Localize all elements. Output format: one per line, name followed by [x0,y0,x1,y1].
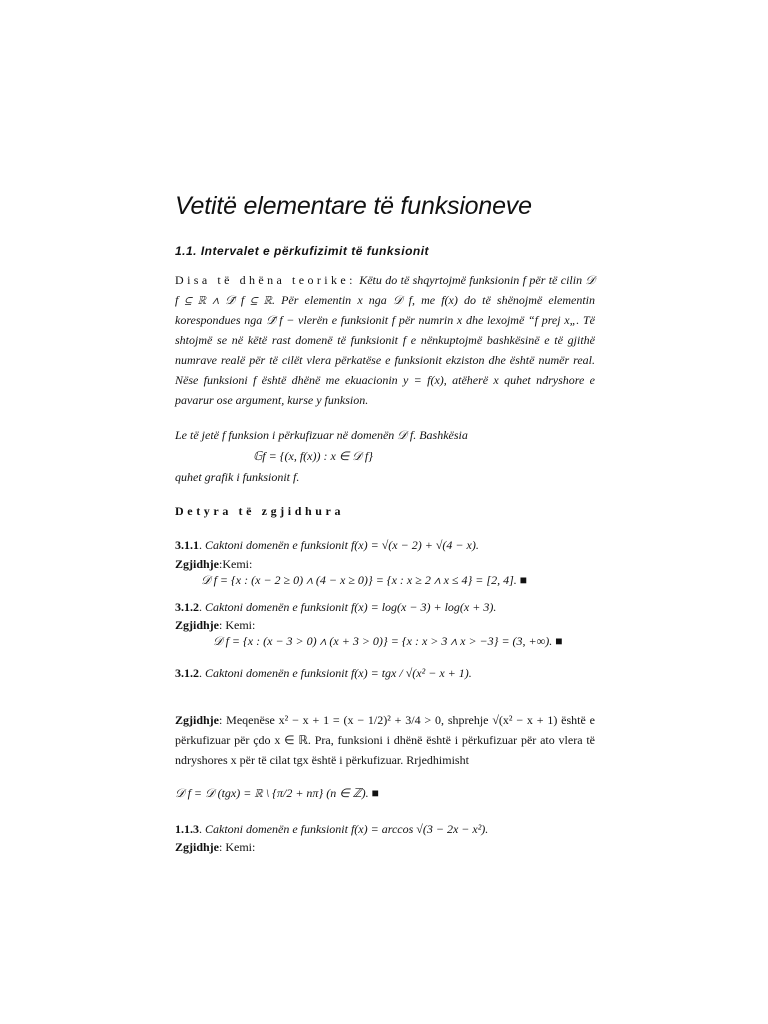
problem-3-solution [175,710,595,770]
problem-1-number: 3.1.1 [175,538,199,552]
theory-heading: Disa të dhëna teorike: [175,273,356,287]
solution-1-label: Zgjidhje [175,557,220,571]
solution-3-label: Zgjidhje [175,713,220,727]
problem-3-number: 3.1.2 [175,666,199,680]
problem-2-task: Caktoni domenën e funksionit f(x) = log(x − 3) + log(x + 3). [205,600,497,614]
problem-1-solution [175,557,252,572]
problem-1-statement: 3.1.1. Caktoni domenën e funksionit f(x) = √(x − 2) + √(4 − x). [175,538,479,552]
problem-4-statement: 1.1.3. Caktoni domenën e funksionit f(x) = arccos √(3 − 2x − x²). [175,822,489,836]
solved-problems-heading: Detyra të zgjidhura [175,504,345,518]
problem-4-task: Caktoni domenën e funksionit f(x) = arccos √(3 − 2x − x²). [205,822,489,836]
problem-4-number: 1.1.3 [175,822,199,836]
problem-2-number: 3.1.2 [175,600,199,614]
problem-3-statement: 3.1.2. Caktoni domenën e funksionit f(x) = tgx / √(x² − x + 1). [175,666,472,680]
solution-2-label: Zgjidhje [175,618,220,632]
graph-formula: 𝔾f = {(x, f(x)) : x ∈ 𝒟 f} [253,449,373,463]
solution-2-text: : Kemi: [219,618,256,632]
theory-paragraph [175,270,595,410]
solution-4-text: : Kemi: [219,840,256,854]
problem-3-formula: 𝒟 f = 𝒟 (tgx) = ℝ \ {π/2 + nπ} (n ∈ ℤ). ■ [175,786,379,800]
graph-outro: quhet grafik i funksionit f. [175,470,300,484]
problem-1-task: Caktoni domenën e funksionit f(x) = √(x − 2) + √(4 − x). [205,538,479,552]
page-title: Vetitë elementare të funksioneve [175,192,532,220]
solution-3-text: : Meqenëse x² − x + 1 = (x − 1/2)² + 3/4 > 0, shprehje √(x² − x + 1) është e përkufizuar për çdo x ∈ ℝ. Pra, funksioni i dhënë është i përkufizuar për ato vlera të ndryshores x për të cilat tgx është i përkufizuar. Rrjedhimisht [175,713,595,767]
problem-4-solution [175,840,255,855]
problem-3-task: Caktoni domenën e funksionit f(x) = tgx / √(x² − x + 1). [205,666,472,680]
problem-2-formula: 𝒟 f = {x : (x − 3 > 0) ∧ (x + 3 > 0)} = {x : x > 3 ∧ x > −3} = (3, +∞). ■ [213,634,563,648]
solution-1-text: :Kemi: [219,557,253,571]
problem-1-formula: 𝒟 f = {x : (x − 2 ≥ 0) ∧ (4 − x ≥ 0)} = {x : x ≥ 2 ∧ x ≤ 4} = [2, 4]. ■ [201,573,527,587]
section-heading: 1.1. Intervalet e përkufizimit të funksionit [175,244,430,258]
problem-2-solution [175,618,255,633]
theory-text: Këtu do të shqyrtojmë funksionin f për të cilin 𝒟 f ⊆ ℝ ∧ 𝒟̄ f ⊆ ℝ. Për elementin x nga 𝒟 f, me f(x) do të shënojmë elementin korespondues nga 𝒟̄ f − vlerën e funksionit f për numrin x dhe lexojmë “f prej x„. Të shtojmë se në këtë rast domenë të funksionit f e nënkuptojmë bashkësinë e të gjithë numrave realë për të cilët vlera përkatëse e funksionit ekziston dhe është numër real. Nëse funksioni f është dhënë me ekuacionin y = f(x), atëherë x quhet ndryshore e pavarur ose argument, kurse y funksion. [175,273,596,407]
problem-2-statement: 3.1.2. Caktoni domenën e funksionit f(x) = log(x − 3) + log(x + 3). [175,600,497,614]
solution-4-label: Zgjidhje [175,840,220,854]
graph-intro: Le të jetë f funksion i përkufizuar në domenën 𝒟 f. Bashkësia [175,428,468,442]
